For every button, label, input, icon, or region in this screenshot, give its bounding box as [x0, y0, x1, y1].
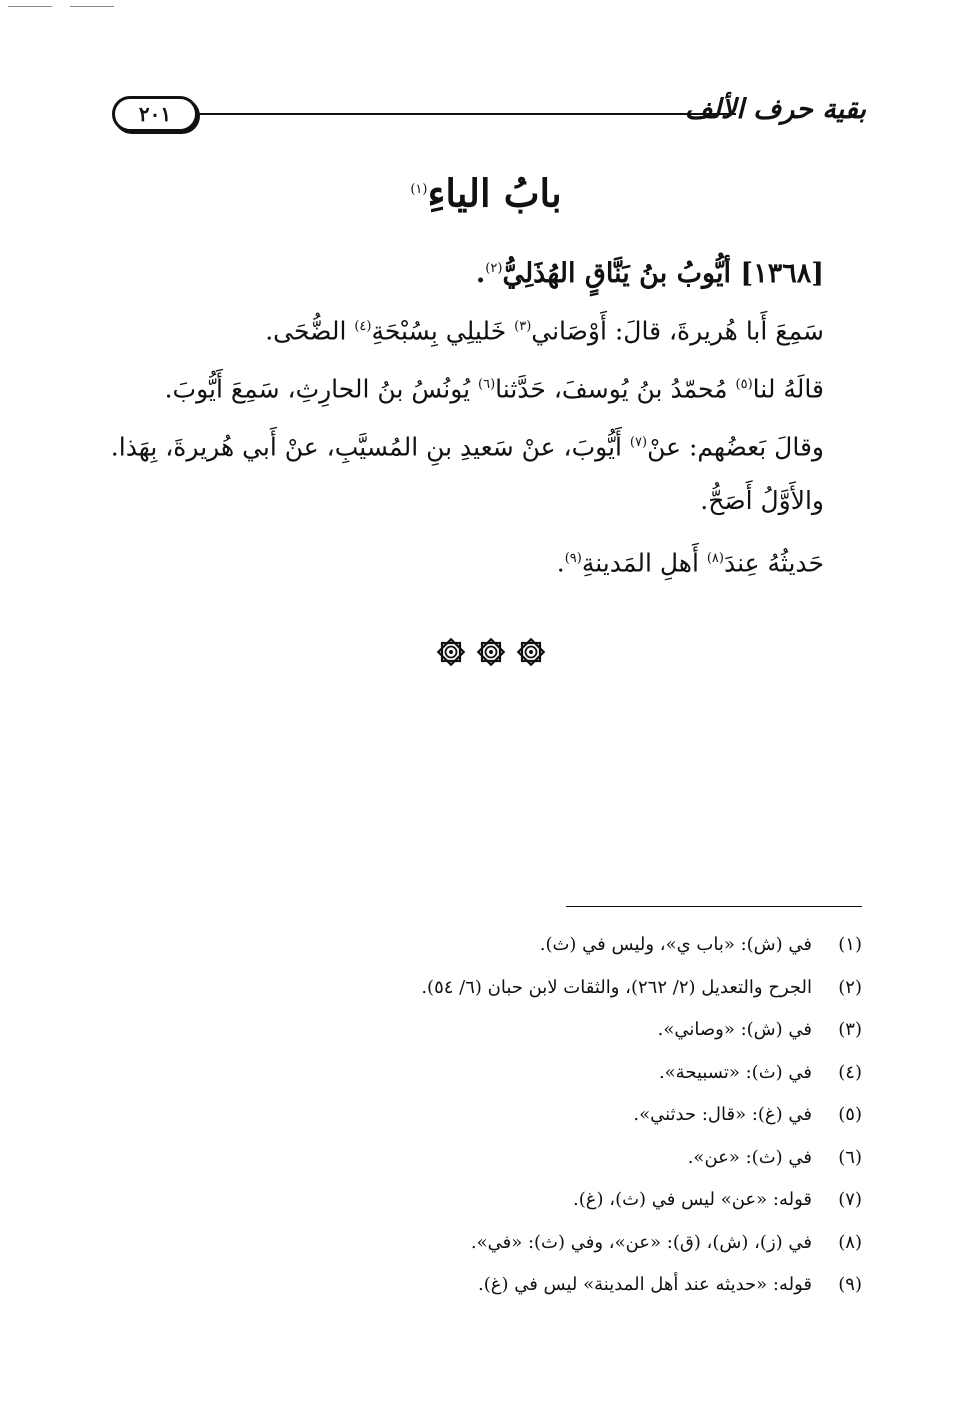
footnote-number: (٧)	[838, 1189, 862, 1210]
footnote	[200, 1264, 862, 1307]
entry-line	[112, 298, 824, 356]
footnote-number: (٩)	[838, 1274, 862, 1295]
footnote-number: (٥)	[838, 1104, 862, 1125]
footnote-ref: (٤)	[354, 319, 372, 334]
footnote-ref: (٨)	[706, 551, 724, 566]
footnote-text: الجرح والتعديل (٢/ ٢٦٢)، والثقات لابن حبان (٦/ ٥٤).	[421, 976, 812, 998]
footnote-text: قوله: «عن» ليس في (ث)، (غ).	[573, 1189, 812, 1210]
page-header	[112, 86, 866, 146]
entry-text: قالَهُ لنا	[752, 374, 824, 404]
footnote-number: (٨)	[838, 1231, 862, 1253]
footnote-number: (١)	[838, 934, 862, 955]
flower-ornament-icon	[476, 637, 506, 667]
footnote-text: في (ث): «تسبيحة».	[658, 1061, 812, 1083]
footnote-ref: (٧)	[629, 435, 648, 450]
entry-lines	[112, 298, 824, 588]
scan-corner-marks	[8, 6, 108, 8]
entry-body	[112, 240, 824, 588]
footnotes	[200, 924, 862, 1307]
footnote-text: في (ش): «باب ي»، وليس في (ث).	[539, 934, 812, 955]
footnote-ref: (٩)	[564, 551, 582, 566]
entry-text: أَيُّوبَ، عنْ سَعيدِ بنِ المُسيَّبِ، عنْ أَبي هُريرةَ، بِهَذا.	[110, 432, 630, 462]
entry-line	[112, 472, 824, 530]
entry-name-end: .	[475, 258, 486, 289]
footnote	[200, 1094, 862, 1137]
entry-text: الضُّحَى.	[265, 316, 355, 346]
footnote	[200, 1052, 862, 1095]
footnote-number: (٣)	[838, 1019, 862, 1040]
entry-text: وقالَ بَعضُهم: عنْ	[647, 432, 824, 462]
running-title: بقية حرف الألف	[684, 94, 866, 125]
footnote-separator	[566, 906, 862, 907]
footnote-number: (٢)	[838, 976, 862, 998]
footnote-ref: (١)	[410, 182, 428, 197]
footnote-text: في (ش): «وصاني».	[657, 1019, 812, 1040]
chapter-title-text: بابُ الياءِ	[427, 170, 562, 216]
entry-heading	[112, 240, 824, 298]
footnote	[200, 1179, 862, 1222]
footnote-ref: (٥)	[735, 377, 753, 392]
entry-number: [١٣٦٨]	[740, 258, 824, 289]
entry-text: خَليلِي بِسُبْحَةِ	[371, 316, 515, 346]
header-rule	[196, 113, 736, 115]
entry-name: أيُّوبُ بنُ يَنَّاقٍ الهُذَلِيُّ	[502, 258, 732, 289]
footnote	[200, 1009, 862, 1052]
footnote-text: في (ث): «عن».	[687, 1146, 812, 1168]
footnote	[200, 924, 862, 967]
page-number: ٢٠١	[112, 96, 198, 132]
entry-line	[112, 414, 824, 472]
footnote-ref: (٣)	[514, 319, 532, 334]
entry-line	[112, 356, 824, 414]
flower-ornament-icon	[436, 637, 466, 667]
footnote-ref: (٢)	[485, 261, 503, 276]
entry-text: مُحمّدُ بنُ يُوسفَ، حَدَّثنا	[495, 374, 736, 404]
entry-text: .	[556, 548, 565, 578]
footnote-text: في (ز)، (ش)، (ق): «عن»، وفي (ث): «في».	[470, 1231, 812, 1253]
entry-text: والأَوَّلُ أَصَحُّ.	[700, 486, 824, 515]
footnote-text: قوله: «حديثه عند أهل المدينة» ليس في (غ).	[477, 1274, 812, 1295]
section-divider-ornaments	[436, 634, 546, 670]
flower-ornament-icon	[516, 637, 546, 667]
entry-text: حَديثُهُ عِندَ	[723, 548, 824, 578]
footnote	[200, 1137, 862, 1180]
footnote-text: في (غ): «قال: حدثني».	[633, 1104, 812, 1125]
footnote	[200, 967, 862, 1010]
footnote-number: (٦)	[838, 1146, 862, 1168]
entry-line	[112, 530, 824, 588]
entry-text: سَمِعَ أَبا هُريرةَ، قالَ: أَوْصَاني	[531, 316, 824, 346]
entry-text: أَهلِ المَدينةِ	[581, 548, 707, 578]
footnote-number: (٤)	[838, 1061, 862, 1083]
footnote-ref: (٦)	[478, 377, 496, 392]
entry-text: يُونُسُ بنُ الحارِثِ، سَمِعَ أَيُّوبَ.	[164, 374, 479, 404]
footnote	[200, 1222, 862, 1265]
chapter-title	[200, 160, 772, 220]
